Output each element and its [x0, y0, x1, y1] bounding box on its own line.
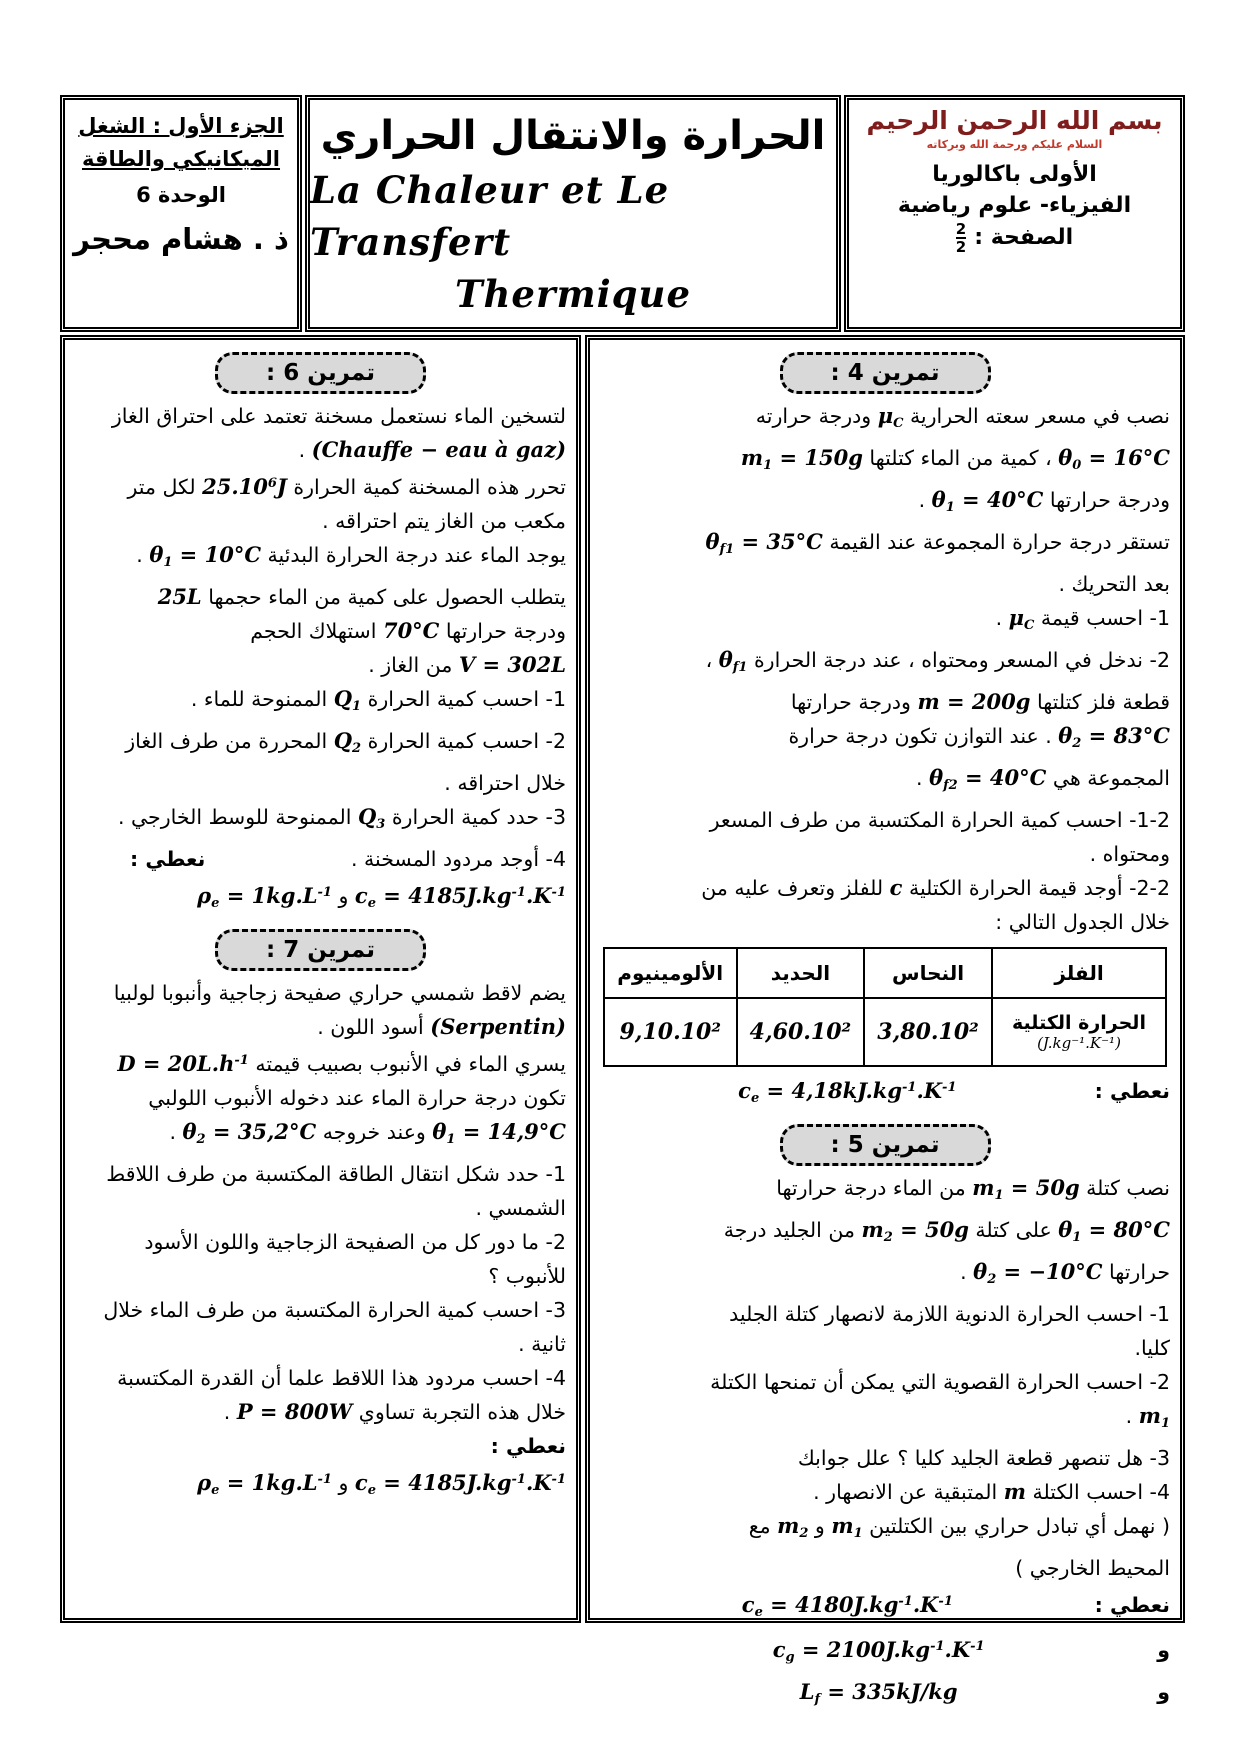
arabic-text: على كتلة — [968, 1218, 1059, 1242]
text-line — [600, 1213, 1170, 1255]
table-value-row — [604, 998, 1166, 1066]
text-line — [75, 648, 566, 682]
formula: $L_f = 335kJ/kg$ — [799, 1679, 958, 1707]
exercise-title-box: تمرين 6 : — [215, 352, 426, 394]
formula: m — [1003, 1479, 1026, 1504]
formula: $Q_2$ — [333, 728, 362, 756]
arabic-text: احسب كمية الحرارة المكتسبة من طرف المسعر — [709, 808, 1130, 832]
formula: $m_1$ — [1138, 1403, 1170, 1431]
text-line — [75, 1395, 566, 1429]
page-total: 2 — [955, 238, 967, 256]
arabic-text: حدد شكل انتقال الطاقة المكتسبة من طرف اللاقط — [106, 1162, 546, 1186]
text-line — [75, 724, 566, 766]
arabic-text: احسب كمية الحرارة — [361, 687, 546, 711]
table-value-cell: 4,60.10² — [737, 998, 865, 1066]
text-line — [600, 719, 1170, 761]
question-number: 4- — [545, 1366, 566, 1390]
document-title-french-line2: Thermique — [455, 271, 691, 316]
text-line — [600, 483, 1170, 525]
formula: 25L — [157, 584, 202, 609]
formula: $m_2$ — [777, 1513, 809, 1541]
arabic-text: نعطي : — [490, 1434, 566, 1458]
arabic-text: ما دور كل من الصفيحة الزجاجية واللون الأسود — [144, 1230, 546, 1254]
given-formula — [800, 1675, 958, 1717]
formula: c — [889, 875, 903, 900]
text-line — [75, 766, 566, 800]
text-line — [600, 525, 1170, 567]
text-line — [75, 1463, 566, 1508]
arabic-text: احسب كمية الحرارة — [361, 729, 546, 753]
text-line — [75, 976, 566, 1010]
text-line — [75, 399, 566, 433]
greeting-line: السلام عليكم ورحمة الله وبركاته — [926, 138, 1103, 151]
table-value-cell: 3,80.10² — [864, 998, 992, 1066]
text-line — [600, 441, 1170, 483]
question-number: 4- — [545, 847, 566, 871]
given-line — [600, 1630, 1170, 1675]
table-header-cell: الألومينيوم — [604, 948, 737, 998]
arabic-text: أوجد مردود المسخنة . — [350, 847, 546, 871]
formula: $c_e = 4180J.kg^{-1}.K^{-1}$ — [741, 1592, 953, 1620]
arabic-text: للأنبوب ؟ — [488, 1264, 566, 1288]
question-number: 1- — [545, 687, 566, 711]
question-number: 3- — [1149, 1446, 1170, 1470]
arabic-text: . — [223, 1400, 237, 1424]
text-line — [75, 1191, 566, 1225]
arabic-text: قطعة فلز كتلتها — [1030, 690, 1170, 714]
table-header-cell: الحديد — [737, 948, 865, 998]
formula: $m_1 = 50g$ — [972, 1175, 1080, 1203]
given-label: نعطي : — [1094, 1593, 1170, 1617]
arabic-text: . — [298, 438, 312, 462]
question-number: 1- — [1149, 606, 1170, 630]
arabic-text: و — [331, 1471, 355, 1495]
header — [60, 95, 1185, 332]
formula: $Q_1$ — [333, 686, 362, 714]
text-line — [600, 399, 1170, 441]
text-line — [75, 1361, 566, 1395]
arabic-text: . عند التوازن تكون درجة حرارة — [788, 724, 1059, 748]
arabic-text: ودرجة حرارتها — [439, 619, 566, 643]
formula: $\theta_1 = 40^\circ C$ — [931, 487, 1044, 515]
arabic-text: و — [808, 1514, 832, 1538]
given-label: و — [1157, 1638, 1170, 1662]
column-left — [60, 335, 581, 1623]
text-line — [600, 803, 1170, 837]
specific-heat-table — [603, 947, 1167, 1067]
body-columns — [60, 335, 1185, 1707]
formula: $\theta_1 = 10^\circ C$ — [149, 542, 262, 570]
text-line — [600, 1297, 1170, 1331]
arabic-text: الممنوحة للماء . — [190, 687, 334, 711]
arabic-text: المحيط الخارجي ) — [1015, 1556, 1170, 1580]
text-line — [600, 1331, 1170, 1365]
formula: $c_e = 4185J.kg^{-1}.K^{-1}$ — [354, 883, 566, 911]
given-line — [600, 1675, 1170, 1717]
formula: (Chauffe − eau à gaz) — [311, 437, 566, 462]
header-info-cell — [844, 95, 1185, 332]
given-label: و — [1157, 1680, 1170, 1704]
text-line — [75, 1115, 566, 1157]
formula: $\mu_C$ — [877, 403, 904, 431]
arabic-text: تكون درجة حرارة الماء عند دخوله الأنبوب اللولبي — [148, 1086, 566, 1110]
text-line — [600, 1551, 1170, 1585]
formula: m = 200g — [917, 689, 1031, 714]
arabic-text: . — [995, 606, 1009, 630]
text-line — [600, 1365, 1170, 1399]
arabic-text: حرارتها — [1102, 1260, 1170, 1284]
text-line — [75, 538, 566, 580]
exercise-title-box: تمرين 4 : — [780, 352, 991, 394]
question-number: 2- — [545, 1230, 566, 1254]
formula: $m_2 = 50g$ — [861, 1217, 969, 1245]
arabic-text: يتطلب الحصول على كمية من الماء حجمها — [201, 585, 566, 609]
text-line — [600, 1441, 1170, 1475]
question-number: 2-1- — [1129, 808, 1170, 832]
text-line — [600, 1255, 1170, 1297]
arabic-text: المجموعة هي — [1046, 766, 1170, 790]
text-line — [75, 1157, 566, 1191]
arabic-text: من الجليد درجة — [723, 1218, 862, 1242]
arabic-text: ودرجة حرارته — [755, 404, 878, 428]
column-right — [585, 335, 1185, 1707]
formula: $m_1 = 150g$ — [740, 445, 863, 473]
text-line — [600, 905, 1170, 939]
arabic-text: احسب الكتلة — [1025, 1480, 1150, 1504]
text-line — [600, 685, 1170, 719]
text-line — [75, 504, 566, 538]
question-number: 1- — [1149, 1302, 1170, 1326]
arabic-text: خلال الجدول التالي : — [995, 910, 1170, 934]
arabic-text: ودرجة حرارتها — [1043, 488, 1170, 512]
part-title-line2: الميكانيكي والطاقة — [81, 147, 281, 171]
arabic-text: المحررة من طرف الغاز — [125, 729, 334, 753]
given-formula — [738, 1071, 956, 1116]
arabic-text: . — [960, 1260, 974, 1284]
given-line — [600, 1071, 1170, 1116]
arabic-text: . — [1125, 1404, 1139, 1428]
arabic-text: خلال احتراقه . — [444, 771, 566, 795]
formula: $\theta_{f2} = 40^\circ C$ — [929, 765, 1047, 793]
document-title-french-line1: La Chaleur et Le Transfert — [310, 167, 670, 264]
formula: $\theta_1 = 14,9^\circ C$ — [432, 1119, 566, 1147]
arabic-text: احسب الحرارة القصوية التي يمكن أن تمنحها الكتلة — [710, 1370, 1150, 1394]
split-line — [75, 842, 566, 876]
arabic-text: حدد كمية الحرارة — [385, 805, 546, 829]
row-units-text: (J.kg⁻¹.K⁻¹) — [1037, 1034, 1121, 1052]
formula: $c_g = 2100J.kg^{-1}.K^{-1}$ — [772, 1637, 985, 1665]
text-line — [75, 1429, 566, 1463]
text-line — [600, 1171, 1170, 1213]
arabic-text: مع — [748, 1514, 778, 1538]
arabic-text: . — [916, 766, 930, 790]
text-line — [600, 871, 1170, 905]
subject-line: الفيزياء- علوم رياضية — [897, 193, 1132, 218]
question-number: 2- — [1149, 1370, 1170, 1394]
text-line — [75, 876, 566, 921]
table-header-cell: الفلز — [992, 948, 1166, 998]
class-level: الأولى باكالوريا — [932, 162, 1097, 187]
arabic-text: تحرر هذه المسخنة كمية الحرارة — [286, 475, 566, 499]
text-line — [600, 761, 1170, 803]
formula: $\theta_2 = -10^\circ C$ — [973, 1259, 1103, 1287]
arabic-text: نصب في مسعر سعته الحرارية — [903, 404, 1170, 428]
page-indicator — [849, 221, 1180, 255]
question-number: 4- — [1149, 1480, 1170, 1504]
question-number: 2- — [545, 729, 566, 753]
arabic-text: يضم لاقط شمسي حراري صفيحة زجاجية وأنبوبا لولبيا — [113, 981, 566, 1005]
formula: $\theta_2 = 83^\circ C$ — [1058, 723, 1170, 751]
arabic-text: احسب كمية الحرارة المكتسبة من طرف الماء خلال — [103, 1298, 546, 1322]
text-line — [75, 467, 566, 504]
text-line — [600, 837, 1170, 871]
arabic-text: خلال هذه التجربة تساوي — [352, 1400, 566, 1424]
text-line — [75, 1044, 566, 1081]
text-line — [600, 1399, 1170, 1441]
text-line — [75, 1327, 566, 1361]
teacher-signature: ذ . هشام محجر — [73, 222, 289, 256]
text-line — [75, 1293, 566, 1327]
formula: (Serpentin) — [430, 1014, 566, 1039]
arabic-text: لكل متر — [127, 475, 203, 499]
question-number: 2- — [1149, 648, 1170, 672]
text-line — [600, 1509, 1170, 1551]
split-right — [351, 842, 566, 876]
page-label: الصفحة : — [974, 225, 1074, 250]
text-line — [75, 682, 566, 724]
header-unit-cell — [60, 95, 302, 332]
formula: $\theta_2 = 35,2^\circ C$ — [182, 1119, 317, 1147]
table-header-cell: النحاس — [864, 948, 992, 998]
arabic-text: احسب مردود هذا اللاقط علما أن القدرة المكتسبة — [117, 1366, 546, 1390]
part-title-line1: الجزء الأول : الشغل — [78, 114, 284, 138]
arabic-text: من الغاز . — [368, 653, 459, 677]
formula: $c_e = 4185J.kg^{-1}.K^{-1}$ — [354, 1470, 566, 1498]
text-line — [75, 614, 566, 648]
text-line — [600, 643, 1170, 685]
arabic-text: يسري الماء في الأنبوب بصبيب قيمته — [248, 1052, 566, 1076]
text-line — [75, 580, 566, 614]
arabic-text: لتسخين الماء نستعمل مسخنة تعتمد على احتراق الغاز — [111, 404, 566, 428]
text-line — [75, 800, 566, 842]
page-number: 2 — [955, 220, 967, 238]
arabic-text: و — [331, 884, 355, 908]
formula: $\rho_e = 1kg.L^{-1}$ — [197, 883, 332, 911]
text-line — [600, 1475, 1170, 1509]
exercise-title-box: تمرين 7 : — [215, 929, 426, 971]
bismillah-calligraphy: بسم الله الرحمن الرحيم — [866, 106, 1163, 135]
arabic-text: ندخل في المسعر ومحتواه ، عند درجة الحرارة — [747, 648, 1150, 672]
arabic-text: ، — [705, 648, 719, 672]
text-line — [75, 1259, 566, 1293]
formula: 70°C — [382, 618, 440, 643]
arabic-text: مكعب من الغاز يتم احتراقه . — [322, 509, 566, 533]
formula: $\theta_{f1} = 35^\circ C$ — [705, 529, 823, 557]
arabic-text: المتبقية عن الانصهار . — [813, 1480, 1004, 1504]
arabic-text: وعند خروجه — [316, 1120, 433, 1144]
formula: $\mu_C$ — [1008, 605, 1035, 633]
arabic-text: احسب قيمة — [1034, 606, 1150, 630]
arabic-text: ( نهمل أي تبادل حراري بين الكتلتين — [862, 1514, 1170, 1538]
formula: $\theta_{f1}$ — [718, 647, 748, 675]
arabic-text: بعد التحريك . — [1058, 572, 1170, 596]
arabic-text: . — [918, 488, 932, 512]
question-number: 1- — [545, 1162, 566, 1186]
arabic-text: الممنوحة للوسط الخارجي . — [117, 805, 358, 829]
given-formula — [742, 1585, 953, 1630]
table-row-label — [992, 998, 1166, 1066]
text-line — [75, 1010, 566, 1044]
question-number: 2-2- — [1129, 876, 1170, 900]
formula: $m_1$ — [831, 1513, 863, 1541]
arabic-text: استهلاك الحجم — [250, 619, 383, 643]
text-line — [75, 1081, 566, 1115]
unit-number: الوحدة 6 — [136, 183, 226, 207]
arabic-text: ، كمية من الماء كتلتها — [862, 446, 1059, 470]
arabic-text: للفلز وتعرف عليه من — [701, 876, 890, 900]
formula: P = 800W — [236, 1399, 353, 1424]
row-label-text: الحرارة الكتلية — [1012, 1012, 1146, 1034]
formula: $c_e = 4,18kJ.kg^{-1}.K^{-1}$ — [738, 1078, 957, 1106]
text-line — [600, 567, 1170, 601]
formula: $\theta_1 = 80^\circ C$ — [1058, 1217, 1170, 1245]
arabic-text: . — [169, 1120, 183, 1144]
arabic-text: هل تنصهر قطعة الجليد كليا ؟ علل جوابك — [797, 1446, 1150, 1470]
formula: V = 302L — [458, 652, 566, 677]
given-label: نعطي : — [1094, 1079, 1170, 1103]
arabic-text: أسود اللون . — [317, 1015, 431, 1039]
arabic-text: كليا. — [1134, 1336, 1170, 1360]
given-label: نعطي : — [130, 847, 206, 871]
arabic-text: نصب كتلة — [1079, 1176, 1170, 1200]
formula: $D = 20L.h^{-1}$ — [117, 1051, 249, 1076]
arabic-text: ومحتواه . — [1089, 842, 1170, 866]
table-header-row — [604, 948, 1166, 998]
arabic-text: تستقر درجة حرارة المجموعة عند القيمة — [822, 530, 1170, 554]
question-number: 3- — [545, 1298, 566, 1322]
arabic-text: احسب الحرارة الدنوية اللازمة لانصهار كتلة الجليد — [729, 1302, 1150, 1326]
arabic-text: . — [136, 543, 150, 567]
arabic-text: ودرجة حرارتها — [790, 690, 918, 714]
exercise-title-box: تمرين 5 : — [780, 1124, 991, 1166]
formula: $\rho_e = 1kg.L^{-1}$ — [197, 1470, 332, 1498]
document-title-arabic: الحرارة والانتقال الحراري — [320, 112, 826, 159]
text-line — [600, 601, 1170, 643]
formula: 25.10$^6$J — [202, 474, 287, 499]
given-line — [600, 1585, 1170, 1630]
document-sheet — [60, 95, 1185, 1707]
given-formula — [773, 1630, 985, 1675]
header-title-cell — [305, 95, 841, 332]
page-fraction — [956, 221, 966, 255]
arabic-text: أوجد قيمة الحرارة الكتلية — [902, 876, 1130, 900]
arabic-text: ثانية . — [518, 1332, 566, 1356]
arabic-text: من الماء درجة حرارتها — [776, 1176, 973, 1200]
text-line — [75, 433, 566, 467]
question-number: 3- — [545, 805, 566, 829]
text-line — [75, 1225, 566, 1259]
formula: $\theta_0 = 16^\circ C$ — [1058, 445, 1170, 473]
table-value-cell: 9,10.10² — [604, 998, 737, 1066]
formula: $Q_3$ — [357, 804, 386, 832]
arabic-text: يوجد الماء عند درجة الحرارة البدئية — [261, 543, 566, 567]
arabic-text: الشمسي . — [475, 1196, 566, 1220]
